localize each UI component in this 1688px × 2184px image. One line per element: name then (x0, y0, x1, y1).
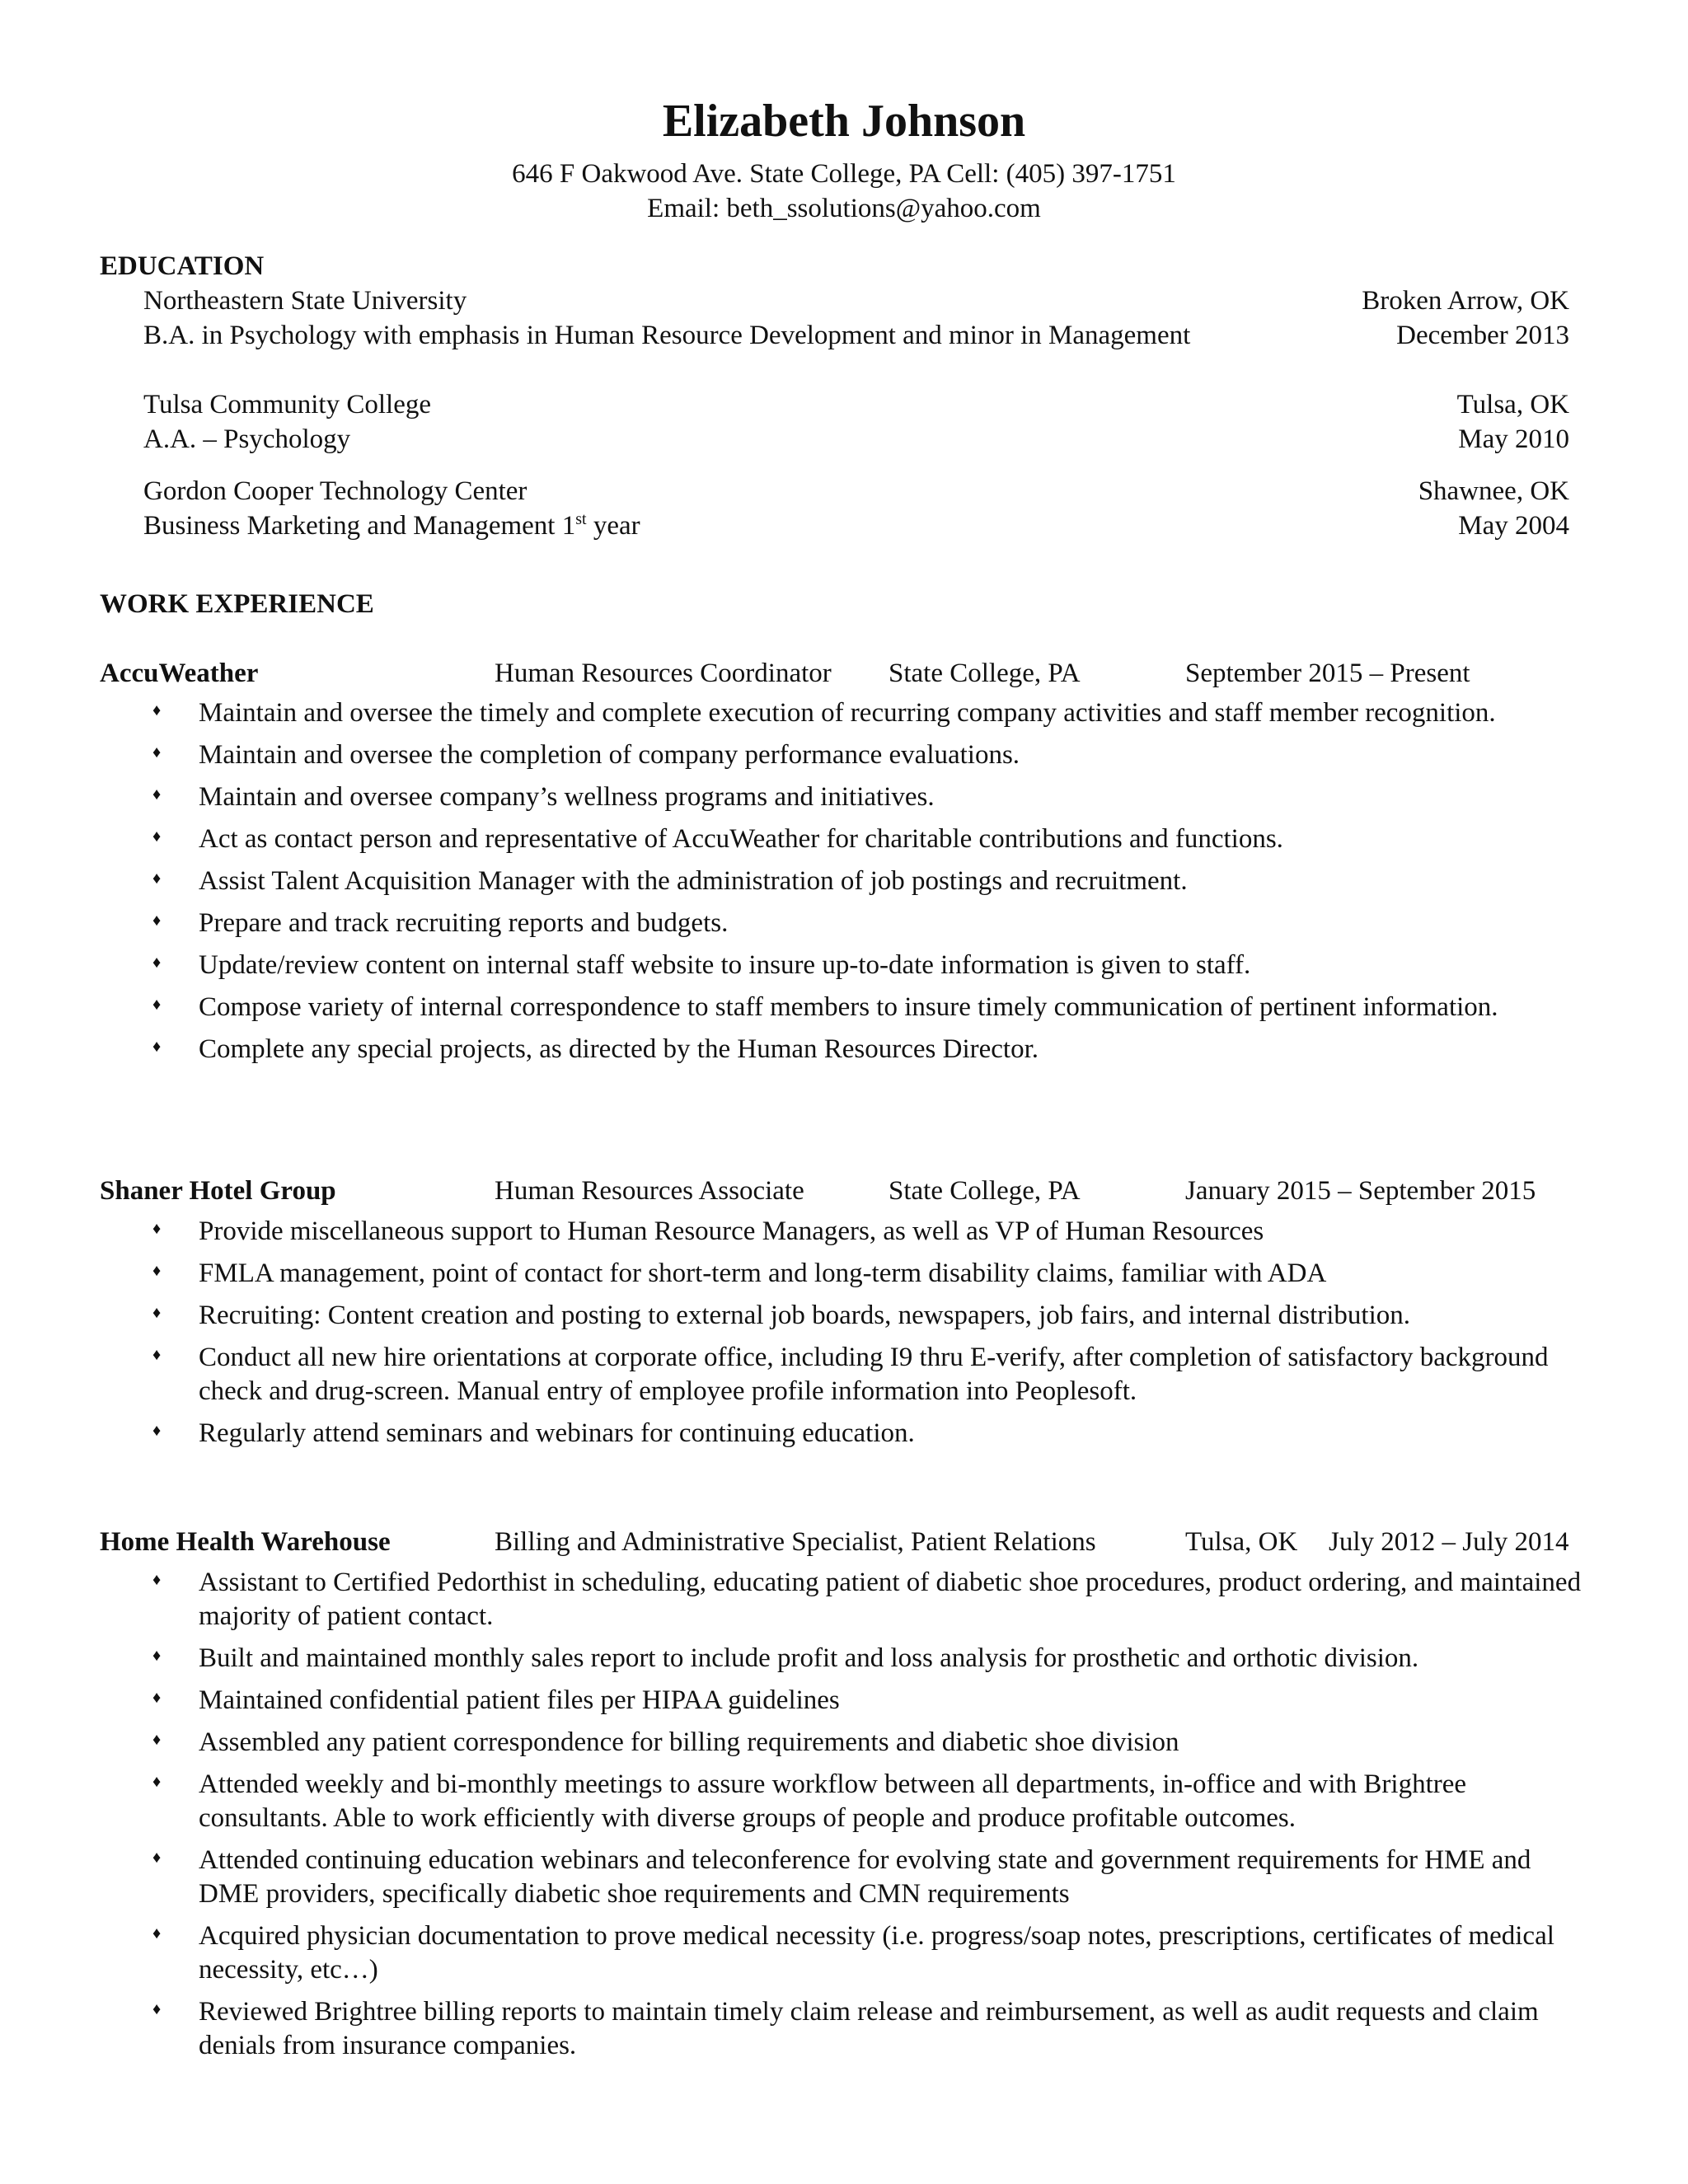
job-duty-text: Maintain and oversee company’s wellness programs and initiatives. (199, 782, 935, 812)
job-duty-text: Complete any special projects, as directed by the Human Resources Director. (199, 1034, 1039, 1064)
job-location: State College, PA (889, 658, 1081, 688)
job-duty (149, 780, 1583, 814)
job-duty (149, 738, 1583, 772)
diamond-bullet-icon: ♦ (152, 1422, 162, 1440)
diamond-bullet-icon: ♦ (152, 785, 162, 804)
job-duty (149, 1417, 1583, 1451)
job-duty (149, 865, 1583, 898)
diamond-bullet-icon: ♦ (152, 1849, 162, 1867)
job-company: AccuWeather (100, 658, 259, 688)
education-date: December 2013 (1396, 321, 1569, 350)
job-duty (149, 1341, 1583, 1408)
job-duty (149, 1684, 1583, 1718)
job-duty-text: Regularly attend seminars and webinars for continuing education. (199, 1418, 915, 1448)
job-duty-text: Assist Talent Acquisition Manager with the administration of job postings and recruitment. (199, 866, 1188, 896)
education-school: Gordon Cooper Technology Center (143, 476, 528, 506)
job-duty (149, 991, 1583, 1024)
job-duty-text: Compose variety of internal correspondence to staff members to insure timely communication of pertinent information. (199, 992, 1498, 1022)
job-duty-text: Assembled any patient correspondence for billing requirements and diabetic shoe division (199, 1727, 1179, 1757)
job-duty-text: Provide miscellaneous support to Human Resource Managers, as well as VP of Human Resources (199, 1216, 1264, 1246)
education-school: Northeastern State University (143, 286, 467, 316)
job-duty-text: Reviewed Brightree billing reports to maintain timely claim release and reimbursement, as well as audit requests and claim denials from insurance companies. (199, 1997, 1539, 2060)
job-duty-text: Update/review content on internal staff website to insure up-to-date information is given to staff. (199, 950, 1251, 980)
job-duty (149, 1642, 1583, 1675)
education-degree-suffix: year (586, 511, 640, 541)
job-duty-text: Acquired physician documentation to prove medical necessity (i.e. progress/soap notes, prescriptions, certificates of medical necessity, etc…) (199, 1921, 1554, 1985)
contact-email: Email: beth_ssolutions@yahoo.com (647, 194, 1041, 223)
job-company: Shaner Hotel Group (100, 1176, 336, 1206)
job-duty-text: Prepare and track recruiting reports and budgets. (199, 908, 729, 938)
job-dates: September 2015 – Present (1185, 658, 1470, 688)
diamond-bullet-icon: ♦ (152, 827, 162, 846)
job-duty (149, 1844, 1583, 1911)
job-duty (149, 1566, 1583, 1633)
job-duties-list (149, 696, 1583, 1075)
diamond-bullet-icon: ♦ (152, 743, 162, 762)
diamond-bullet-icon: ♦ (152, 2000, 162, 2018)
job-duty-text: FMLA management, point of contact for short-term and long-term disability claims, familiar with ADA (199, 1258, 1327, 1288)
job-duty (149, 1215, 1583, 1249)
job-duty-text: Conduct all new hire orientations at corporate office, including I9 thru E-verify, after completion of satisfactory background check and drug-screen. Manual entry of employee profile information into Peoplesoft. (199, 1343, 1549, 1406)
education-location: Shawnee, OK (1418, 476, 1569, 506)
job-duty-text: Act as contact person and representative of AccuWeather for charitable contributions and functions. (199, 824, 1283, 854)
job-duty-text: Assistant to Certified Pedorthist in scheduling, educating patient of diabetic shoe procedures, product ordering, and maintained majority of patient contact. (199, 1568, 1582, 1631)
job-duty-text: Recruiting: Content creation and posting to external job boards, newspapers, job fairs, and internal distribution. (199, 1301, 1410, 1330)
education-location: Tulsa, OK (1456, 390, 1569, 419)
job-duty-text: Maintained confidential patient files per HIPAA guidelines (199, 1685, 840, 1715)
job-duty (149, 907, 1583, 940)
education-degree-text: Business Marketing and Management 1 (143, 511, 576, 541)
job-role: Billing and Administrative Specialist, Patient Relations (495, 1527, 1096, 1557)
diamond-bullet-icon: ♦ (152, 1304, 162, 1322)
job-duty (149, 696, 1583, 730)
job-role: Human Resources Associate (495, 1176, 804, 1206)
work-experience-heading: WORK EXPERIENCE (100, 589, 374, 619)
job-duty (149, 1768, 1583, 1835)
diamond-bullet-icon: ♦ (152, 1689, 162, 1707)
education-date: May 2004 (1458, 511, 1569, 541)
job-duty (149, 1995, 1583, 2063)
diamond-bullet-icon: ♦ (152, 1924, 162, 1943)
candidate-name: Elizabeth Johnson (662, 96, 1026, 147)
diamond-bullet-icon: ♦ (152, 954, 162, 972)
contact-address: 646 F Oakwood Ave. State College, PA Cell: (405) 397-1751 (512, 159, 1176, 189)
diamond-bullet-icon: ♦ (152, 1262, 162, 1280)
education-date: May 2010 (1458, 424, 1569, 454)
diamond-bullet-icon: ♦ (152, 1647, 162, 1665)
job-duty (149, 949, 1583, 982)
diamond-bullet-icon: ♦ (152, 1731, 162, 1749)
job-duties-list (149, 1215, 1583, 1459)
diamond-bullet-icon: ♦ (152, 996, 162, 1014)
diamond-bullet-icon: ♦ (152, 701, 162, 719)
job-duties-list (149, 1566, 1583, 2071)
diamond-bullet-icon: ♦ (152, 912, 162, 930)
job-duty-text: Attended weekly and bi-monthly meetings to assure workflow between all departments, in-office and with Brightree consultants. Able to work efficiently with diverse groups of people and produce profitable outcomes. (199, 1769, 1467, 1833)
diamond-bullet-icon: ♦ (152, 1038, 162, 1056)
education-degree-superscript: st (575, 510, 587, 528)
education-location: Broken Arrow, OK (1362, 286, 1569, 316)
job-location: Tulsa, OK (1185, 1527, 1298, 1557)
education-degree (143, 509, 640, 543)
job-duty (149, 823, 1583, 856)
job-duty-text: Maintain and oversee the completion of company performance evaluations. (199, 740, 1020, 770)
job-role: Human Resources Coordinator (495, 658, 832, 688)
diamond-bullet-icon: ♦ (152, 1220, 162, 1238)
job-location: State College, PA (889, 1176, 1081, 1206)
diamond-bullet-icon: ♦ (152, 1346, 162, 1364)
job-duty (149, 1726, 1583, 1760)
job-dates: July 2012 – July 2014 (1329, 1527, 1569, 1557)
job-duty-text: Attended continuing education webinars and teleconference for evolving state and government requirements for HME and DME providers, specifically diabetic shoe requirements and CMN requirements (199, 1845, 1531, 1909)
job-duty-text: Maintain and oversee the timely and complete execution of recurring company activities and staff member recognition. (199, 698, 1496, 728)
education-degree: B.A. in Psychology with emphasis in Human Resource Development and minor in Management (143, 321, 1191, 350)
education-degree: A.A. – Psychology (143, 424, 351, 454)
diamond-bullet-icon: ♦ (152, 1571, 162, 1589)
job-duty (149, 1033, 1583, 1066)
job-duty-text: Built and maintained monthly sales report to include profit and loss analysis for prosthetic and orthotic division. (199, 1643, 1419, 1673)
education-heading: EDUCATION (100, 251, 265, 281)
education-school: Tulsa Community College (143, 390, 431, 419)
job-company: Home Health Warehouse (100, 1527, 391, 1557)
job-dates: January 2015 – September 2015 (1185, 1176, 1536, 1206)
job-duty (149, 1299, 1583, 1333)
job-duty (149, 1257, 1583, 1291)
job-duty (149, 1919, 1583, 1987)
diamond-bullet-icon: ♦ (152, 869, 162, 888)
diamond-bullet-icon: ♦ (152, 1773, 162, 1791)
